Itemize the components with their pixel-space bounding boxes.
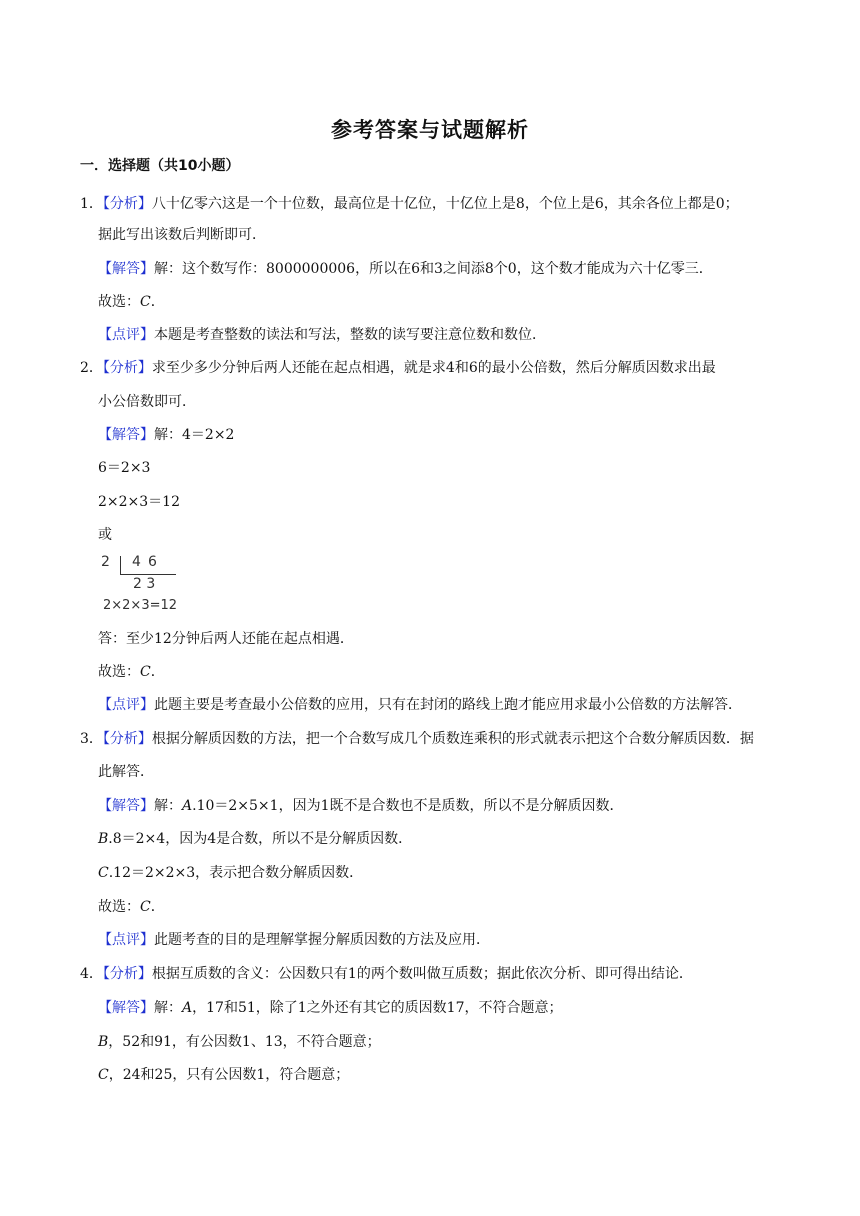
q2-choice — [98, 662, 165, 682]
option-letter: B — [98, 831, 109, 847]
q2-answer-line-4: 或 — [98, 527, 112, 543]
q1-analysis-line-1 — [80, 194, 739, 214]
analysis-tag: 【分析】 — [102, 196, 152, 212]
option-letter: A — [182, 798, 193, 814]
q3-choice — [98, 897, 165, 917]
analysis-text: 八十亿零六这是一个十位数，最高位是十亿位，十亿位上是8，个位上是6，其余各位上都是0； — [151, 196, 739, 212]
page-title: 参考答案与试题解析 — [331, 118, 529, 142]
divisor: 2 — [101, 554, 110, 570]
comment-text: 此题考查的目的是理解掌握分解质因数的方法及应用． — [154, 932, 490, 948]
comment-tag: 【点评】 — [98, 932, 154, 948]
option-letter: B — [98, 1034, 109, 1050]
q2-comment — [98, 695, 742, 715]
comment-text: 此题主要是考查最小公倍数的应用，只有在封闭的路线上跑才能应用求最小公倍数的方法解答． — [154, 697, 742, 713]
analysis-text: 根据互质数的含义：公因数只有1的两个数叫做互质数；据此依次分析、即可得出结论． — [151, 966, 693, 982]
dividend-b: 6 — [148, 554, 157, 570]
answer-text: .12＝2×2×3，表示把合数分解质因数． — [108, 865, 364, 881]
q3-answer-a — [98, 796, 623, 816]
analysis-tag: 【分析】 — [102, 966, 152, 982]
division-vertical-bar — [120, 556, 121, 574]
answer-text: ，17和51，除了1之外还有其它的质因数17，不符合题意； — [192, 1000, 563, 1016]
answer-tag: 【解答】 — [98, 261, 154, 277]
short-division-figure — [101, 554, 181, 620]
option-letter: C — [98, 865, 109, 881]
q2-analysis-line-1 — [80, 358, 716, 378]
dividend-a: 4 — [132, 554, 141, 570]
choice-label: 故选： — [98, 899, 140, 915]
q3-analysis-line-1 — [80, 729, 754, 749]
comment-text: 本题是考查整数的读法和写法，整数的读写要注意位数和数位． — [154, 327, 546, 343]
q1-analysis-line-2: 据此写出该数后判断即可． — [98, 227, 266, 243]
q2-answer-line-3: 2×2×3＝12 — [98, 494, 180, 510]
analysis-tag: 【分析】 — [102, 731, 152, 747]
q4-answer-b — [98, 1032, 381, 1052]
answer-text: ，24和25，只有公因数1，符合题意； — [108, 1067, 350, 1083]
comment-tag: 【点评】 — [98, 697, 154, 713]
choice-letter: C — [140, 899, 151, 915]
answer-tag: 【解答】 — [98, 427, 154, 443]
option-letter: C — [98, 1067, 109, 1083]
question-number: 4． — [80, 966, 103, 982]
answer-text: ，52和91，有公因数1、13，不符合题意； — [108, 1034, 381, 1050]
q3-answer-b — [98, 829, 412, 849]
choice-suffix: ． — [150, 899, 165, 915]
analysis-tag: 【分析】 — [102, 360, 152, 376]
division-quotient: 2 3 — [133, 576, 156, 592]
q3-analysis-line-2: 此解答． — [98, 764, 154, 780]
comment-tag: 【点评】 — [98, 327, 154, 343]
q2-reply: 答：至少12分钟后两人还能在起点相遇． — [98, 631, 354, 647]
choice-letter: C — [140, 294, 151, 310]
answer-tag: 【解答】 — [98, 1000, 154, 1016]
q4-answer-a — [98, 998, 562, 1018]
answer-prefix: 解： — [154, 1000, 182, 1016]
question-number: 2． — [80, 360, 103, 376]
answer-text: .10＝2×5×1，因为1既不是合数也不是质数，所以不是分解质因数． — [192, 798, 624, 814]
choice-label: 故选： — [98, 664, 140, 680]
q3-answer-c — [98, 863, 363, 883]
division-top-row — [101, 554, 157, 570]
analysis-text: 求至少多少分钟后两人还能在起点相遇，就是求4和6的最小公倍数，然后分解质因数求出最 — [151, 360, 716, 376]
answer-text: .8＝2×4，因为4是合数，所以不是分解质因数． — [108, 831, 413, 847]
choice-label: 故选： — [98, 294, 140, 310]
q2-answer-line-2: 6＝2×3 — [98, 460, 151, 476]
q4-answer-c — [98, 1065, 349, 1085]
analysis-text: 根据分解质因数的方法，把一个合数写成几个质数连乘积的形式就表示把这个合数分解质因数．据 — [151, 731, 754, 747]
q1-choice — [98, 292, 165, 312]
answer-text: 解：4＝2×2 — [154, 427, 235, 443]
choice-suffix: ． — [150, 664, 165, 680]
q1-answer — [98, 259, 713, 279]
choice-letter: C — [140, 664, 151, 680]
division-result: 2×2×3=12 — [103, 598, 178, 613]
section-heading: 一．选择题（共10小题） — [80, 158, 240, 174]
option-letter: A — [182, 1000, 193, 1016]
choice-suffix: ． — [150, 294, 165, 310]
q3-comment — [98, 930, 490, 950]
q2-analysis-line-2: 小公倍数即可． — [98, 394, 196, 410]
q4-analysis — [80, 964, 693, 984]
answer-text: 解：这个数写作：8000000006，所以在6和3之间添8个0，这个数才能成为六十亿零三． — [154, 261, 713, 277]
division-horizontal-bar — [120, 574, 176, 575]
q1-comment — [98, 325, 546, 345]
question-number: 3． — [80, 731, 103, 747]
answer-tag: 【解答】 — [98, 798, 154, 814]
question-number: 1． — [80, 196, 103, 212]
answer-prefix: 解： — [154, 798, 182, 814]
q2-answer-line-1 — [98, 425, 234, 445]
